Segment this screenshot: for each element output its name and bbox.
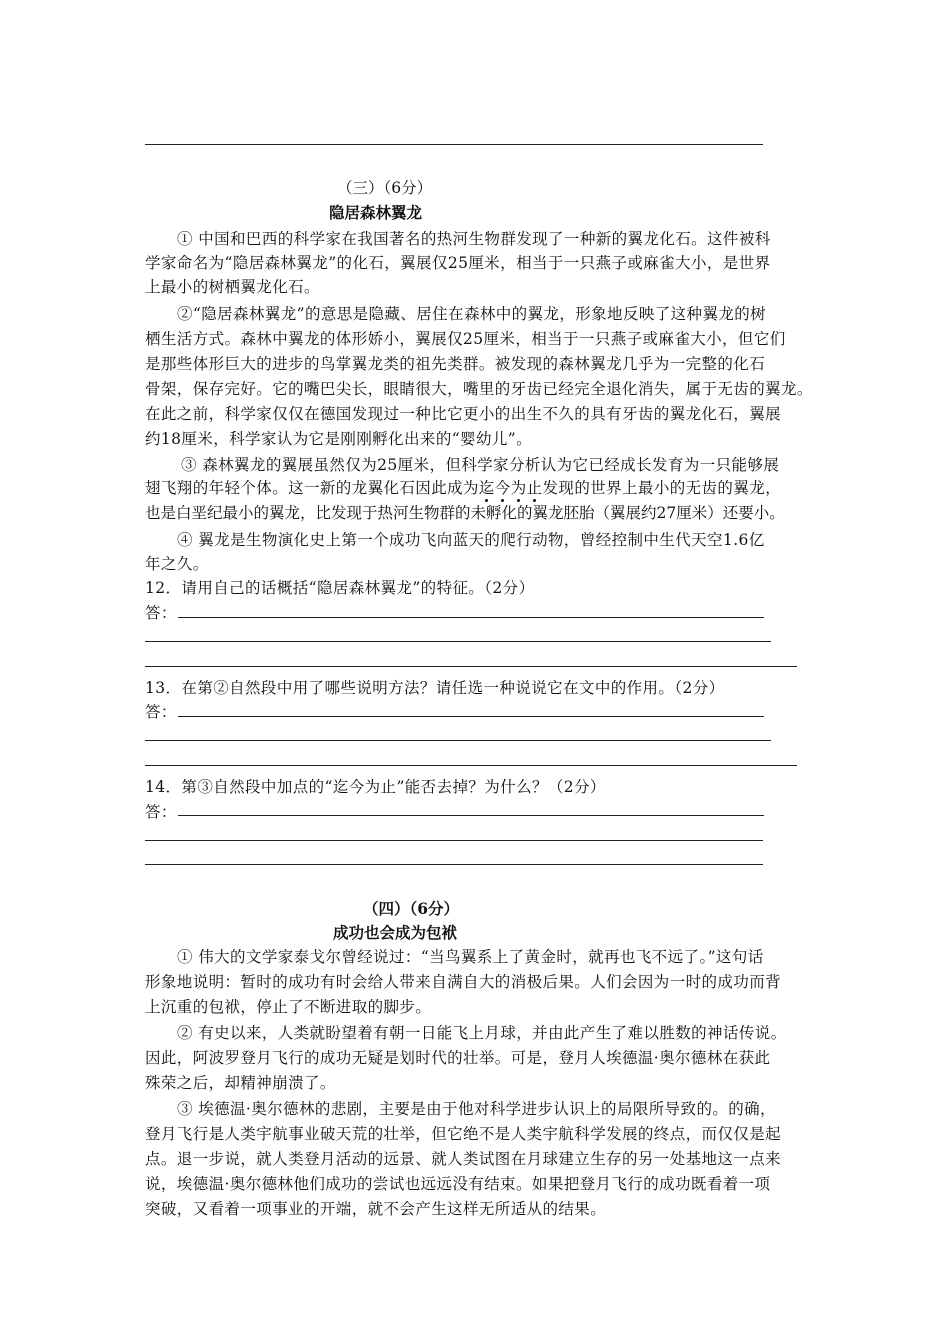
dotted-phrase (479, 477, 543, 499)
s3-p2-line1: ②“隐居森林翼龙”的意思是隐藏、居住在森林中的翼龙，形象地反映了这种翼龙的树 (177, 305, 767, 323)
s3-p3-line2-after: 发现的世界上最小的无齿的翼龙， (542, 479, 782, 497)
question-14: 14．第③自然段中加点的“迄今为止”能否去掉？为什么？（2分） (145, 778, 606, 796)
s4-p2-line3: 殊荣之后，却精神崩溃了。 (145, 1074, 336, 1092)
s4-p3-line5: 突破，又看着一项事业的开端，就不会产生这样无所适从的结果。 (145, 1200, 607, 1218)
answer-line[interactable] (178, 716, 764, 717)
dotted-phrase-text: 迄今为止 (478, 479, 543, 497)
s3-p4-line1: ④ 翼龙是生物演化史上第一个成功飞向蓝天的爬行动物，曾经控制中生代天空1.6亿 (177, 531, 765, 549)
answer-label-14: 答： (145, 803, 177, 821)
s4-p3-line1: ③ 埃德温·奥尔德林的悲剧，主要是由于他对科学进步认识上的局限所导致的。的确， (177, 1100, 776, 1118)
s3-p1-line3: 上最小的树栖翼龙化石。 (145, 278, 320, 296)
answer-line[interactable] (178, 617, 764, 618)
s4-p3-line3: 点。退一步说，就人类登月活动的远景、就人类试图在月球建立生存的另一处基地这一点来 (145, 1150, 782, 1168)
s3-p2-line2: 栖生活方式。森林中翼龙的体形娇小，翼展仅25厘米，相当于一只燕子或麻雀大小，但它们 (145, 330, 786, 348)
top-rule (145, 144, 763, 145)
s4-p3-line4: 说，埃德温·奥尔德林他们成功的尝试也远远没有结束。如果把登月飞行的成功既看着一项 (145, 1175, 771, 1193)
s3-p3-line2 (145, 477, 781, 499)
s4-p1-line2: 形象地说明：暂时的成功有时会给人带来自满自大的消极后果。人们会因为一时的成功而背 (145, 973, 782, 991)
s4-p2-line2: 因此，阿波罗登月飞行的成功无疑是划时代的壮举。可是，登月人埃德温·奥尔德林在获此 (145, 1049, 771, 1067)
s3-p1-line1: ① 中国和巴西的科学家在我国著名的热河生物群发现了一种新的翼龙化石。这件被科 (177, 230, 771, 248)
s3-p2-line6: 约18厘米，科学家认为它是刚刚孵化出来的“婴幼儿”。 (145, 430, 532, 448)
answer-line[interactable] (145, 641, 771, 642)
s3-p4-line2: 年之久。 (145, 555, 209, 573)
s3-p3-line1: ③ 森林翼龙的翼展虽然仅为25厘米，但科学家分析认为它已经成长发育为一只能够展 (181, 456, 780, 474)
s4-p1-line1: ① 伟大的文学家泰戈尔曾经说过：“当鸟翼系上了黄金时，就再也飞不远了。”这句话 (177, 948, 764, 966)
s3-p2-line3: 是那些体形巨大的进步的鸟掌翼龙类的祖先类群。被发现的森林翼龙几乎为一完整的化石 (145, 355, 766, 373)
s3-p1-line2: 学家命名为“隐居森林翼龙”的化石，翼展仅25厘米，相当于一只燕子或麻雀大小，是世界 (145, 254, 771, 272)
answer-line[interactable] (145, 840, 763, 841)
section3-title: 隐居森林翼龙 (329, 203, 423, 222)
question-13: 13．在第②自然段中用了哪些说明方法？请任选一种说说它在文中的作用。（2分） (145, 679, 725, 697)
s3-p3-line2-before: 翅飞翔的年轻个体。这一新的龙翼化石因此成为 (145, 479, 479, 497)
s4-p3-line2: 登月飞行是人类宇航事业破天荒的壮举，但它绝不是人类宇航科学发展的终点，而仅仅是起 (145, 1125, 782, 1143)
section4-heading: （四）（6分） (363, 899, 460, 918)
answer-line[interactable] (178, 815, 764, 816)
s3-p2-line5: 在此之前，科学家仅仅在德国发现过一种比它更小的出生不久的具有牙齿的翼龙化石，翼展 (145, 405, 782, 423)
answer-line[interactable] (145, 666, 797, 667)
s4-p1-line3: 上沉重的包袱，停止了不断进取的脚步。 (145, 998, 432, 1016)
s3-p2-line4: 骨架，保存完好。它的嘴巴尖长，眼睛很大，嘴里的牙齿已经完全退化消失，属于无齿的翼龙。 (145, 380, 813, 398)
answer-line[interactable] (145, 740, 771, 741)
answer-label-13: 答： (145, 703, 177, 721)
answer-line[interactable] (145, 765, 797, 766)
question-12: 12．请用自己的话概括“隐居森林翼龙”的特征。（2分） (145, 579, 535, 597)
s3-p3-line3: 也是白垩纪最小的翼龙，比发现于热河生物群的未孵化的翼龙胚胎（翼展约27厘米）还要小。 (145, 504, 785, 522)
answer-line[interactable] (145, 864, 763, 865)
s4-p2-line1: ② 有史以来，人类就盼望着有朝一日能飞上月球，并由此产生了难以胜数的神话传说。 (177, 1024, 787, 1042)
answer-label-12: 答： (145, 604, 177, 622)
section3-heading: （三）（6分） (337, 179, 433, 197)
section4-title: 成功也会成为包袱 (333, 923, 458, 942)
